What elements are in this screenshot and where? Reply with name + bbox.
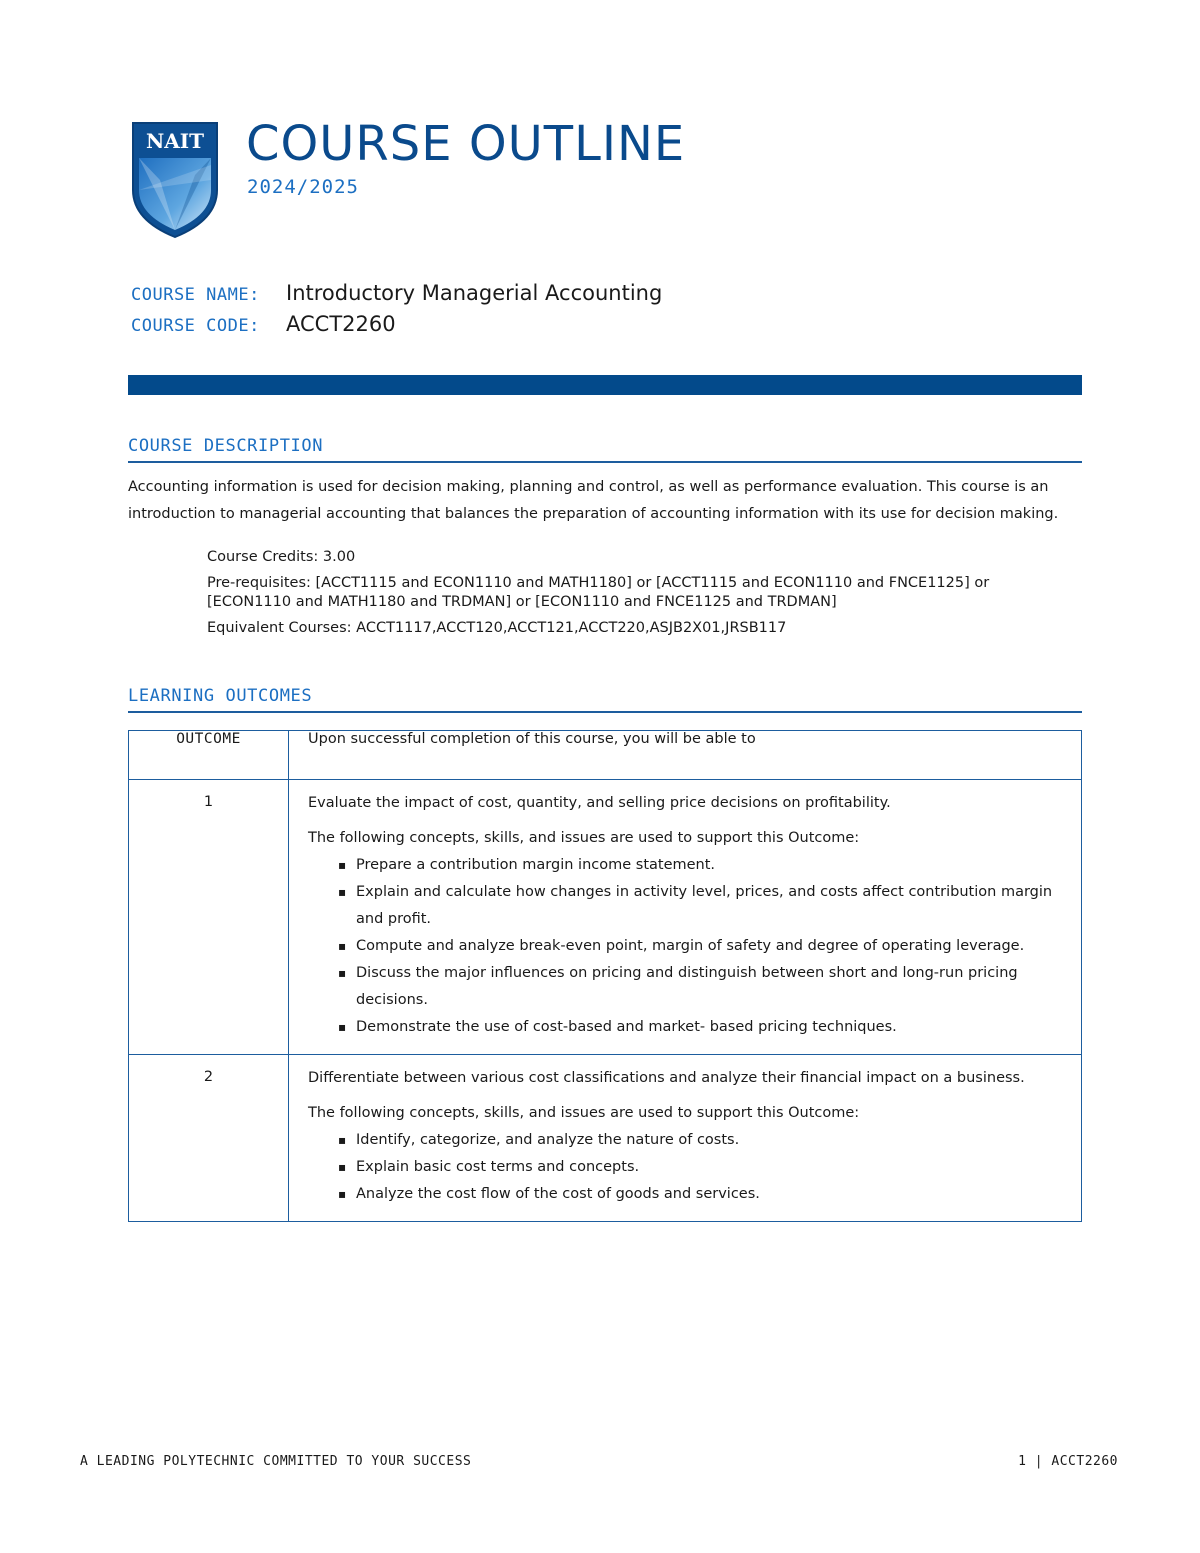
outcomes-header-row — [129, 731, 1082, 780]
course-name-value: Introductory Managerial Accounting — [286, 281, 663, 305]
page-title: COURSE OUTLINE — [246, 116, 686, 172]
course-description-text: Accounting information is used for decision making, planning and control, as well as performance evaluation. This course is an introduction to managerial accounting that balances the preparation of accounting information with its use for decision making. — [128, 479, 1059, 522]
course-name-row — [131, 281, 662, 305]
course-prerequisites: Pre-requisites: [ACCT1115 and ECON1110 and MATH1180] or [ACCT1115 and ECON1110 and FNCE1125] or [ECON1110 and MATH1180 and TRDMAN] or [ECON1110 and FNCE1125 and TRDMAN] — [207, 575, 990, 610]
list-item: ▪ Compute and analyze break-even point, margin of safety and degree of operating leverage. — [356, 933, 1061, 960]
list-item: ▪ Prepare a contribution margin income statement. — [356, 852, 1061, 879]
outcome-support-list — [308, 1127, 1061, 1208]
list-item: ▪ Analyze the cost flow of the cost of goods and services. — [356, 1181, 1061, 1208]
outcome-support-intro: The following concepts, skills, and issues are used to support this Outcome: — [308, 1105, 860, 1121]
table-row — [129, 780, 1082, 1055]
course-credits: Course Credits: 3.00 — [207, 549, 356, 565]
outcome-statement: Evaluate the impact of cost, quantity, and selling price decisions on profitability. — [308, 795, 891, 811]
outcome-column-header: OUTCOME — [129, 731, 289, 780]
outcome-number: 2 — [129, 1055, 289, 1222]
list-item: ▪ Demonstrate the use of cost-based and market- based pricing techniques. — [356, 1014, 1061, 1041]
outcome-detail — [289, 1055, 1082, 1222]
nait-logo — [130, 120, 220, 240]
learning-outcomes-heading: LEARNING OUTCOMES — [128, 686, 1082, 713]
course-facts — [207, 548, 1077, 645]
list-item: ▪ Explain basic cost terms and concepts. — [356, 1154, 1061, 1181]
outcome-support-intro: The following concepts, skills, and issues are used to support this Outcome: — [308, 830, 860, 846]
list-item: ▪ Discuss the major influences on pricing and distinguish between short and long-run pricing decisions. — [356, 960, 1061, 1014]
table-row — [129, 1055, 1082, 1222]
footer-tagline: A LEADING POLYTECHNIC COMMITTED TO YOUR SUCCESS — [80, 1454, 472, 1469]
outcome-detail — [289, 780, 1082, 1055]
outcome-statement: Differentiate between various cost classifications and analyze their financial impact on a business. — [308, 1070, 1025, 1086]
outcome-support-list — [308, 852, 1061, 1041]
course-code-value: ACCT2260 — [286, 312, 396, 336]
header-divider-band — [128, 375, 1082, 395]
academic-year: 2024/2025 — [247, 176, 359, 198]
outcomes-table — [128, 730, 1082, 1222]
course-code-label: COURSE CODE: — [131, 316, 260, 336]
course-code-row — [131, 312, 396, 336]
outcome-text-column-header: Upon successful completion of this course, you will be able to — [289, 731, 1082, 780]
footer-page-number: 1 | ACCT2260 — [1018, 1454, 1118, 1469]
list-item: ▪ Identify, categorize, and analyze the nature of costs. — [356, 1127, 1061, 1154]
course-description-heading: COURSE DESCRIPTION — [128, 436, 1082, 463]
logo-text: NAIT — [145, 129, 205, 153]
course-name-label: COURSE NAME: — [131, 285, 260, 305]
list-item: ▪ Explain and calculate how changes in activity level, prices, and costs affect contribution margin and profit. — [356, 879, 1061, 933]
outcome-number: 1 — [129, 780, 289, 1055]
equivalent-courses: Equivalent Courses: ACCT1117,ACCT120,ACCT121,ACCT220,ASJB2X01,JRSB117 — [207, 620, 787, 636]
